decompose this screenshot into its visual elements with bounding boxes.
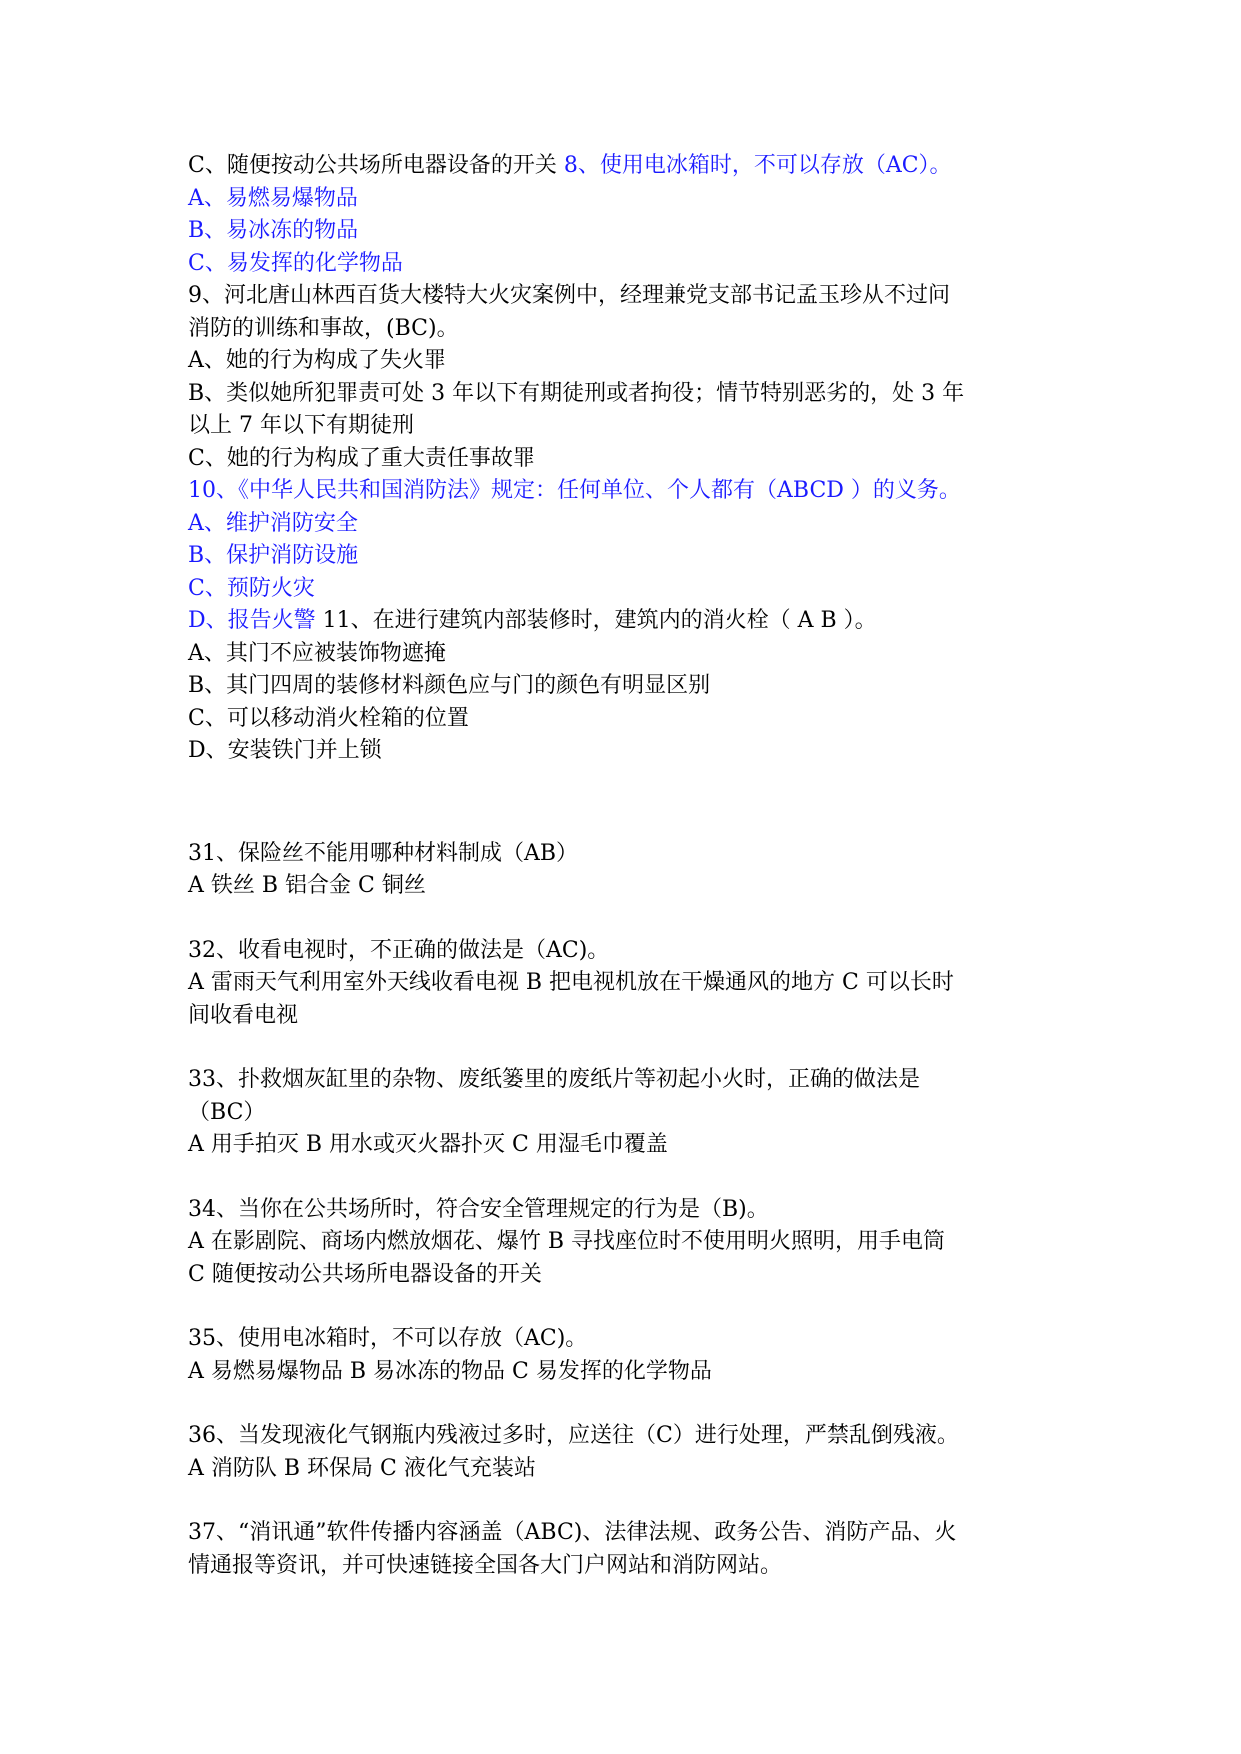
question-spacer xyxy=(188,903,1088,935)
option-line: D、安装铁门并上锁 xyxy=(188,738,382,763)
text-line xyxy=(188,150,1088,183)
question-spacer xyxy=(188,1032,1088,1064)
option-text-highlighted: D、报告火警 xyxy=(188,608,323,633)
answer-line: A 消防队 B 环保局 C 液化气充装站 xyxy=(188,1455,536,1481)
option-line-highlighted: C、预防火灾 xyxy=(188,575,315,601)
option-line-highlighted: B、保护消防设施 xyxy=(188,543,359,568)
question-text: 11、在进行建筑内部装修时，建筑内的消火栓（ A B ）。 xyxy=(322,608,877,633)
document-page xyxy=(188,150,1088,1582)
question-line: 37、“消讯通”软件传播内容涵盖（ABC)、法律法规、政务公告、消防产品、火 xyxy=(188,1520,957,1545)
question-line: 消防的训练和事故，(BC)。 xyxy=(188,315,459,341)
question-spacer xyxy=(188,1485,1088,1517)
answer-line: C 随便按动公共场所电器设备的开关 xyxy=(188,1261,542,1287)
option-line-highlighted: A、维护消防安全 xyxy=(188,510,358,536)
question-text-highlighted: 8、使用电冰箱时，不可以存放（AC）。 xyxy=(563,153,952,178)
question-spacer xyxy=(188,1162,1088,1194)
text-line xyxy=(188,605,1088,638)
option-line: 以上 7 年以下有期徒刑 xyxy=(188,413,414,438)
option-line: C、可以移动消火栓箱的位置 xyxy=(188,705,469,731)
question-spacer xyxy=(188,1291,1088,1323)
question-line: 35、使用电冰箱时，不可以存放（AC)。 xyxy=(188,1326,588,1351)
question-line: 32、收看电视时，不正确的做法是（AC)。 xyxy=(188,937,610,963)
option-line-highlighted: C、易发挥的化学物品 xyxy=(188,250,403,276)
question-line: 31、保险丝不能用哪种材料制成（AB） xyxy=(188,840,579,866)
question-line: 9、河北唐山林西百货大楼特大火灾案例中，经理兼党支部书记孟玉珍从不过问 xyxy=(188,283,950,308)
option-line: C、她的行为构成了重大责任事故罪 xyxy=(188,445,535,471)
question-line: 33、扑救烟灰缸里的杂物、废纸篓里的废纸片等初起小火时，正确的做法是 xyxy=(188,1067,920,1092)
question-line: （BC） xyxy=(188,1099,266,1125)
answer-line: A 用手拍灭 B 用水或灭火器扑灭 C 用湿毛巾覆盖 xyxy=(188,1132,668,1157)
option-line-highlighted: B、易冰冻的物品 xyxy=(188,218,359,243)
answer-line: A 易燃易爆物品 B 易冰冻的物品 C 易发挥的化学物品 xyxy=(188,1358,712,1384)
answer-line: 情通报等资讯，并可快速链接全国各大门户网站和消防网站。 xyxy=(188,1552,783,1578)
question-spacer xyxy=(188,1388,1088,1420)
answer-line: A 雷雨天气利用室外天线收看电视 B 把电视机放在干燥通风的地方 C 可以长时 xyxy=(188,970,954,995)
option-line: A、其门不应被装饰物遮掩 xyxy=(188,640,446,666)
question-line-highlighted: 10、《中华人民共和国消防法》规定：任何单位、个人都有（ABCD ）的义务。 xyxy=(188,478,961,503)
option-line: B、其门四周的装修材料颜色应与门的颜色有明显区别 xyxy=(188,673,711,698)
question-line: 36、当发现液化气钢瓶内残液过多时，应送往（C）进行处理，严禁乱倒残液。 xyxy=(188,1423,959,1448)
option-line-highlighted: A、易燃易爆物品 xyxy=(188,185,358,211)
option-line: A、她的行为构成了失火罪 xyxy=(188,348,446,373)
option-line: B、类似她所犯罪责可处 3 年以下有期徒刑或者拘役；情节特别恶劣的，处 3 年 xyxy=(188,380,965,406)
section-spacer xyxy=(188,768,1088,838)
answer-line: 间收看电视 xyxy=(188,1002,299,1028)
answer-line: A 铁丝 B 铝合金 C 铜丝 xyxy=(188,873,426,898)
option-text: C、随便按动公共场所电器设备的开关 xyxy=(188,153,564,178)
answer-line: A 在影剧院、商场内燃放烟花、爆竹 B 寻找座位时不使用明火照明，用手电筒 xyxy=(188,1229,946,1254)
question-line: 34、当你在公共场所时，符合安全管理规定的行为是（B)。 xyxy=(188,1196,769,1222)
